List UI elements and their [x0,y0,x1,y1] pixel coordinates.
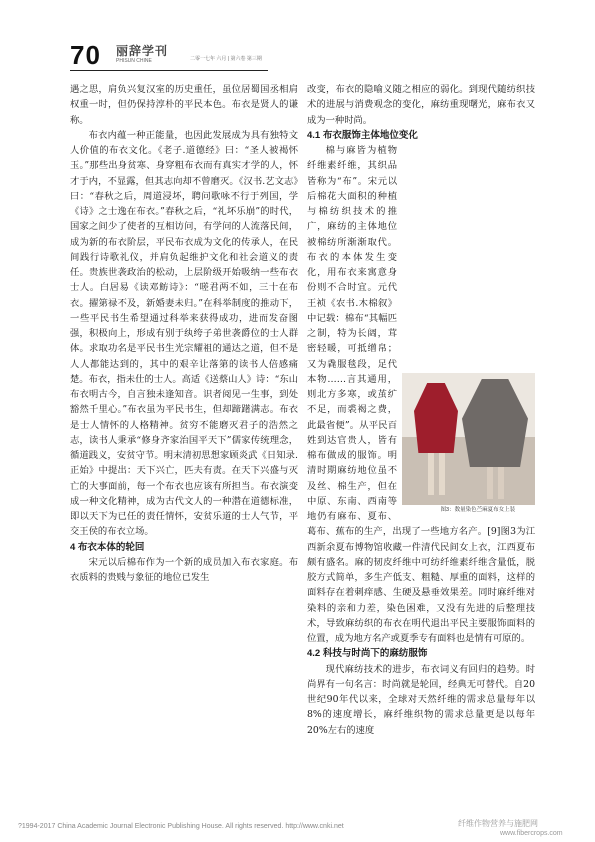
section-heading: 4.2 科技与时尚下的麻纺服饰 [307,648,428,660]
body-paragraph: 图3：数量染色苎麻夏布女上装 棉与麻皆为植物纤维素纤维，其织品皆称为“布”。宋元以后棉花大面积的种植与棉纺织技术的推广，麻纺的主体地位被棉纺所渐渐取代。布衣的本体发生变化，用布衣来寓意身份则不合时宜。元代王祯《农书.木棉叙》中记载：棉布“其幅匹之制，特为长阔，茸密轻暖，可抵缯帛；又为毳服毯段，足代本物……言其通用，则北方多寒，或茧纩不足，而裘褐之费，此最省便”。从平民百姓到达官贵人，皆有棉布做成的服饰。明清时期麻纺地位虽不及丝、棉生产，但在中原、东南、西南等地仍有麻布、夏布、葛布、蕉布的生产，出现了一些地方名产。[9]图3为江西新余夏布博物馆收藏一件清代民间女上衣，江西夏布颇有盛名。麻的韧皮纤维中可纺纤维素纤维含量低，脱胶方式简单，多生产低支、粗糙、厚重的面料，这样的面料存在着刺痒感、生硬及悬垂效果差。同时麻纤维对染料的亲和力差，染色困难，又没有先进的后整理技术，导致麻纺织的布衣在明代退出平民主要服饰面料的位置，成为地方名产或夏季专有面料也是情有可原的。 [307,145,535,644]
issue-info: 二零一七年 六月 | 第六卷 第三期 [190,56,262,62]
footer-watermark-url: www.fibercrops.com [500,830,563,837]
journal-title: 丽辞学刊 [116,44,169,58]
footer-copyright: ?1994-2017 China Academic Journal Electronic Publishing House. All rights reserved. http://www.cnki.net [18,823,344,830]
journal-subtitle: PHISUN CHINE [116,58,152,64]
section-heading: 4.1 布衣服饰主体地位变化 [307,129,418,141]
page-number: 70 [70,40,101,70]
footer-watermark: 纤维作物营养与施肥网 [458,819,538,828]
model-leg [498,467,504,499]
figure-3 [402,373,535,515]
body-paragraph: 遇之思，肩负兴复汉室的历史重任，虽位居蜀国丞相肩权重一时，但仍保持淳朴的平民本色。布衣是贤人的谦称。 [70,84,298,126]
body-paragraph: 宋元以后棉布作为一个新的成员加入布衣家庭。布衣质料的贵贱与象征的地位已发生 [70,556,298,583]
figure-photo [402,373,535,505]
left-column [70,82,298,585]
body-paragraph: 现代麻纺技术的进步，布衣词义有回归的趋势。时尚界有一句名言：时尚就是轮回，经典无可替代。自20世纪90年代以来，全球对天然纤维的需求总量每年以8%的速度增长，麻纤维织物的需求总量更是以每年20%左右的速度 [307,663,535,736]
section-heading: 4 布衣本体的轮回 [70,541,145,553]
right-column [307,82,535,738]
header-rule [70,70,268,71]
body-paragraph: 改变，布衣的隐喻义随之相应的弱化。到现代随纺织技术的进展与消费观念的变化，麻纺重现曙光，麻布衣又成为一种时尚。 [307,84,535,126]
body-paragraph: 布衣内蕴一种正能量，也因此发展成为具有独特文人价值的布衣文化。《老子.道德经》曰：“圣人被褐怀玉。”那些出身贫寒、身穿粗布衣而有真实才学的人，怀才于内，不显露，但其志向却不曾磨灭。《汉书.艺文志》曰：“春秋之后，周道浸坏，聘问歌咏不行于列国，学《诗》之士逸在布衣。”春秋之后，“礼坏乐崩”的时代，国家之间少了使者的互相访问，有学问的人流落民间，成为新的布衣阶层，平民布衣成为文化的传承人，在民间践行诗歌礼仪，并肩负起维护文化和社会道义的责任。贵族世袭政治的松动，上层阶级开始吸纳一些布衣士人。白居易《读邓鲂诗》：“嗟君两不如，三十在布衣。擢第禄不及，新婚妻未归。”在科举制度的推动下，一些平民书生希望通过科举来获得成功，进而发奋图强，积极向上，形成有别于纨绔子弟世袭爵位的士人群体。求取功名是平民书生光宗耀祖的通达之道，但不是人人都能达到的，其中的艰辛让落第的读书人倍感痛楚。布衣，指未仕的士人。高适《送蔡山人》诗：“东山布衣明古今，自言独未逢知音。识者阅见一生事，到处豁然千里心。”布衣虽为平民书生，但却蹄躇满志。布衣是士人情怀的人格精神。贫穷不能磨灭君子的浩然之志，读书人秉承“修身齐家治国平天下”儒家传统理念，循道践义，安贫守节。明末清初思想家顾炎武《日知录.正始》中提出：天下兴亡，匹夫有责。在天下兴盛与灭亡的大事面前，每一个布衣也应该有所担当。布衣演变成一种文化精神，成为古代文人的一种潜在道德标准，即以天下为已任的责任情怀，安贫乐道的士人气节，平交王侯的布衣立场。 [70,129,298,538]
figure-caption: 图3：数量染色苎麻夏布女上装 [440,507,516,513]
model-leg [439,453,445,495]
model-leg [428,453,434,495]
model-leg [487,467,493,499]
